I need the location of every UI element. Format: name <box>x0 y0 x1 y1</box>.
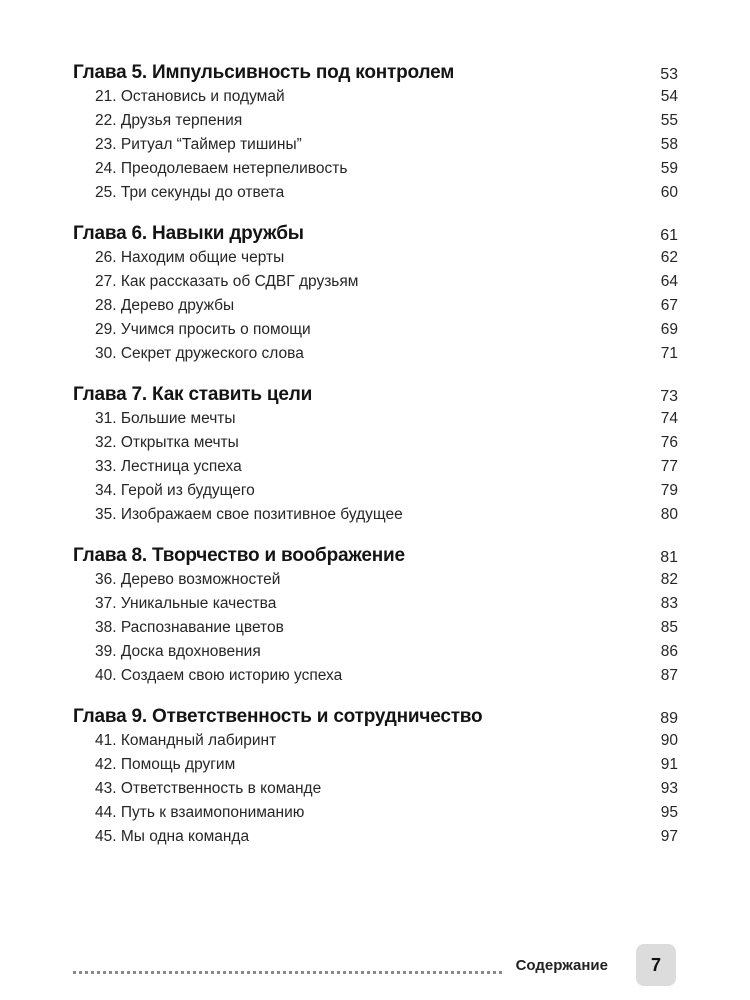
toc-entry[interactable] <box>73 595 678 619</box>
entry-title: 28. Дерево дружбы <box>95 297 235 314</box>
entry-page: 95 <box>660 804 678 821</box>
entry-page: 58 <box>660 136 678 153</box>
entry-page: 64 <box>660 273 678 290</box>
toc-entry[interactable] <box>73 828 678 852</box>
toc-entry[interactable] <box>73 619 678 643</box>
entry-title: 38. Распознавание цветов <box>95 619 284 636</box>
chapter-title: Глава 8. Творчество и воображение <box>73 545 405 566</box>
entry-title: 26. Находим общие черты <box>95 249 285 266</box>
toc-entry[interactable] <box>73 297 678 321</box>
entry-title: 43. Ответственность в команде <box>95 780 322 797</box>
toc-entry[interactable] <box>73 458 678 482</box>
entry-page: 60 <box>660 184 678 201</box>
chapter-6 <box>73 219 678 369</box>
toc-entry[interactable] <box>73 273 678 297</box>
entry-page: 79 <box>660 482 678 499</box>
toc-entry[interactable] <box>73 88 678 112</box>
toc-entry[interactable] <box>73 345 678 369</box>
chapter-title: Глава 9. Ответственность и сотрудничество <box>73 706 483 727</box>
chapter-8 <box>73 541 678 691</box>
entry-title: 36. Дерево возможностей <box>95 571 281 588</box>
entry-page: 80 <box>660 506 678 523</box>
entry-title: 29. Учимся просить о помощи <box>95 321 311 338</box>
chapter-title: Глава 6. Навыки дружбы <box>73 223 304 244</box>
entry-title: 32. Открытка мечты <box>95 434 239 451</box>
chapter-heading[interactable] <box>73 219 678 249</box>
entry-page: 54 <box>660 88 678 105</box>
entry-title: 22. Друзья терпения <box>95 112 243 129</box>
toc-entry[interactable] <box>73 732 678 756</box>
entry-title: 42. Помощь другим <box>95 756 236 773</box>
entry-page: 90 <box>660 732 678 749</box>
toc-entry[interactable] <box>73 112 678 136</box>
entry-page: 59 <box>660 160 678 177</box>
entry-page: 87 <box>660 667 678 684</box>
chapter-page: 53 <box>660 66 678 83</box>
entry-page: 76 <box>660 434 678 451</box>
section-label: Содержание <box>515 956 608 974</box>
page-footer <box>73 944 750 986</box>
toc-entry[interactable] <box>73 780 678 804</box>
toc-entry[interactable] <box>73 482 678 506</box>
chapter-page: 73 <box>660 388 678 405</box>
entry-title: 33. Лестница успеха <box>95 458 242 475</box>
entry-title: 24. Преодолеваем нетерпеливость <box>95 160 348 177</box>
chapter-heading[interactable] <box>73 541 678 571</box>
entry-page: 93 <box>660 780 678 797</box>
toc-entry[interactable] <box>73 321 678 345</box>
entry-page: 74 <box>660 410 678 427</box>
entry-title: 21. Остановись и подумай <box>95 88 285 105</box>
entry-title: 30. Секрет дружеского слова <box>95 345 304 362</box>
entry-page: 86 <box>660 643 678 660</box>
toc-entry[interactable] <box>73 571 678 595</box>
entry-page: 82 <box>660 571 678 588</box>
entry-title: 25. Три секунды до ответа <box>95 184 285 201</box>
chapter-title: Глава 5. Импульсивность под контролем <box>73 62 455 83</box>
entry-title: 45. Мы одна команда <box>95 828 250 845</box>
entry-page: 91 <box>660 756 678 773</box>
chapter-page: 89 <box>660 710 678 727</box>
chapter-heading[interactable] <box>73 380 678 410</box>
entry-page: 97 <box>660 828 678 845</box>
entry-page: 77 <box>660 458 678 475</box>
entry-title: 41. Командный лабиринт <box>95 732 277 749</box>
entry-title: 39. Доска вдохновения <box>95 643 261 660</box>
entry-title: 44. Путь к взаимопониманию <box>95 804 305 821</box>
entry-title: 37. Уникальные качества <box>95 595 277 612</box>
toc-entry[interactable] <box>73 136 678 160</box>
chapter-page: 61 <box>660 227 678 244</box>
entry-page: 71 <box>660 345 678 362</box>
chapter-heading[interactable] <box>73 58 678 88</box>
chapter-7 <box>73 380 678 530</box>
toc-entry[interactable] <box>73 184 678 208</box>
chapter-page: 81 <box>660 549 678 566</box>
entry-title: 23. Ритуал “Таймер тишины” <box>95 136 302 153</box>
entry-page: 69 <box>660 321 678 338</box>
entry-page: 85 <box>660 619 678 636</box>
entry-page: 67 <box>660 297 678 314</box>
chapter-9 <box>73 702 678 852</box>
toc-entry[interactable] <box>73 643 678 667</box>
entry-page: 83 <box>660 595 678 612</box>
entry-title: 27. Как рассказать об СДВГ друзьям <box>95 273 359 290</box>
toc-entry[interactable] <box>73 434 678 458</box>
entry-title: 34. Герой из будущего <box>95 482 255 499</box>
toc-entry[interactable] <box>73 160 678 184</box>
entry-title: 35. Изображаем свое позитивное будущее <box>95 506 403 523</box>
chapter-title: Глава 7. Как ставить цели <box>73 384 313 405</box>
toc-entry[interactable] <box>73 804 678 828</box>
entry-page: 55 <box>660 112 678 129</box>
toc-entry[interactable] <box>73 756 678 780</box>
dotted-leader <box>73 971 502 974</box>
toc-entry[interactable] <box>73 410 678 434</box>
entry-title: 40. Создаем свою историю успеха <box>95 667 343 684</box>
entry-page: 62 <box>660 249 678 266</box>
toc-entry[interactable] <box>73 506 678 530</box>
toc-entry[interactable] <box>73 249 678 273</box>
toc-entry[interactable] <box>73 667 678 691</box>
chapter-heading[interactable] <box>73 702 678 732</box>
chapter-5 <box>73 58 678 208</box>
entry-title: 31. Большие мечты <box>95 410 236 427</box>
page-number-badge: 7 <box>636 944 676 986</box>
table-of-contents <box>73 58 678 852</box>
